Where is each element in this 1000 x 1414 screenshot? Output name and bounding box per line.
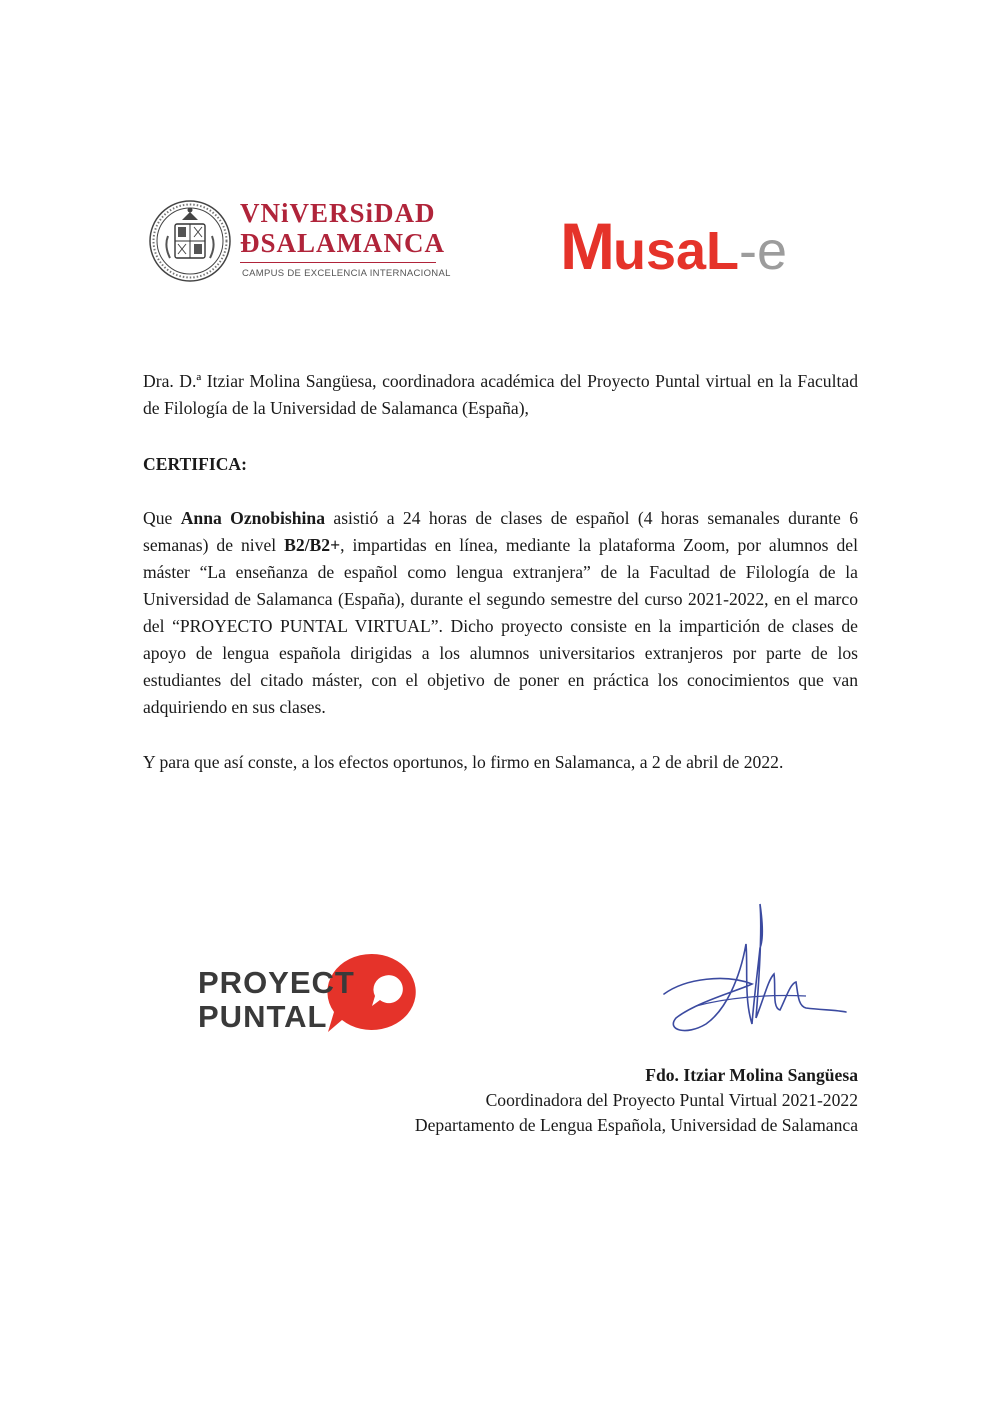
signature-block bbox=[415, 1063, 858, 1138]
university-campus-label: CAMPUS DE EXCELENCIA INTERNACIONAL bbox=[242, 268, 451, 279]
proyecto-word: PROYECT bbox=[198, 965, 355, 1000]
university-name-line1: VNiVERSiDAD bbox=[240, 198, 436, 228]
intro-paragraph: Dra. D.ª Itziar Molina Sangüesa, coordinadora académica del Proyecto Puntal virtual en la Facultad de Filología de la Universidad de Salamanca (España), bbox=[143, 371, 858, 418]
main-paragraph bbox=[143, 505, 858, 721]
signer-name: Fdo. Itziar Molina Sangüesa bbox=[645, 1065, 858, 1085]
student-name: Anna Oznobishina bbox=[180, 508, 326, 528]
university-logo-rule bbox=[240, 262, 436, 263]
musal-e-logo-usal: usaL bbox=[612, 221, 740, 281]
university-seal-icon bbox=[148, 196, 232, 286]
university-logo bbox=[148, 196, 451, 292]
signer-role: Coordinadora del Proyecto Puntal Virtual 2021-2022 bbox=[485, 1090, 858, 1110]
university-wordmark bbox=[240, 198, 445, 258]
proyecto-puntal-logo bbox=[196, 946, 428, 1042]
puntal-word: PUNTAL bbox=[198, 999, 328, 1034]
musal-e-logo-m: M bbox=[560, 209, 613, 283]
main-text-2: asistió a 24 horas de clases de español (4 horas semanales durante 6 semanas) de nivel bbox=[143, 508, 859, 555]
course-level: B2/B2+ bbox=[284, 535, 341, 555]
main-text-3: , impartidas en línea, mediante la plataforma Zoom, por alumnos del máster “La enseñanza de español como lengua extranjera” de la Facultad de Filología de la Universidad de Salamanca (España), durante el segundo semestre del curso 2021-2022, en el marco del “PROYECTO PUNTAL VIRTUAL”. Dicho proyecto consiste en la impartición de clases de apoyo de lengua española dirigidas a los alumnos universitarios extranjeros por parte de los estudiantes del citado máster, con el objetivo de poner en práctica los conocimientos que van adquiriendo en sus clases. bbox=[143, 535, 858, 717]
certifica-heading: CERTIFICA: bbox=[143, 454, 247, 474]
musal-e-logo bbox=[560, 208, 788, 283]
signer-department: Departamento de Lengua Española, Universidad de Salamanca bbox=[414, 1115, 858, 1135]
handwritten-signature bbox=[656, 898, 852, 1040]
main-text-1: Que bbox=[143, 508, 181, 528]
university-name-line2: ÐSALAMANCA bbox=[240, 228, 445, 258]
closing-paragraph: Y para que así conste, a los efectos oportunos, lo firmo en Salamanca, a 2 de abril de 2022. bbox=[143, 752, 784, 772]
musal-e-logo-suffix: -e bbox=[739, 221, 788, 281]
